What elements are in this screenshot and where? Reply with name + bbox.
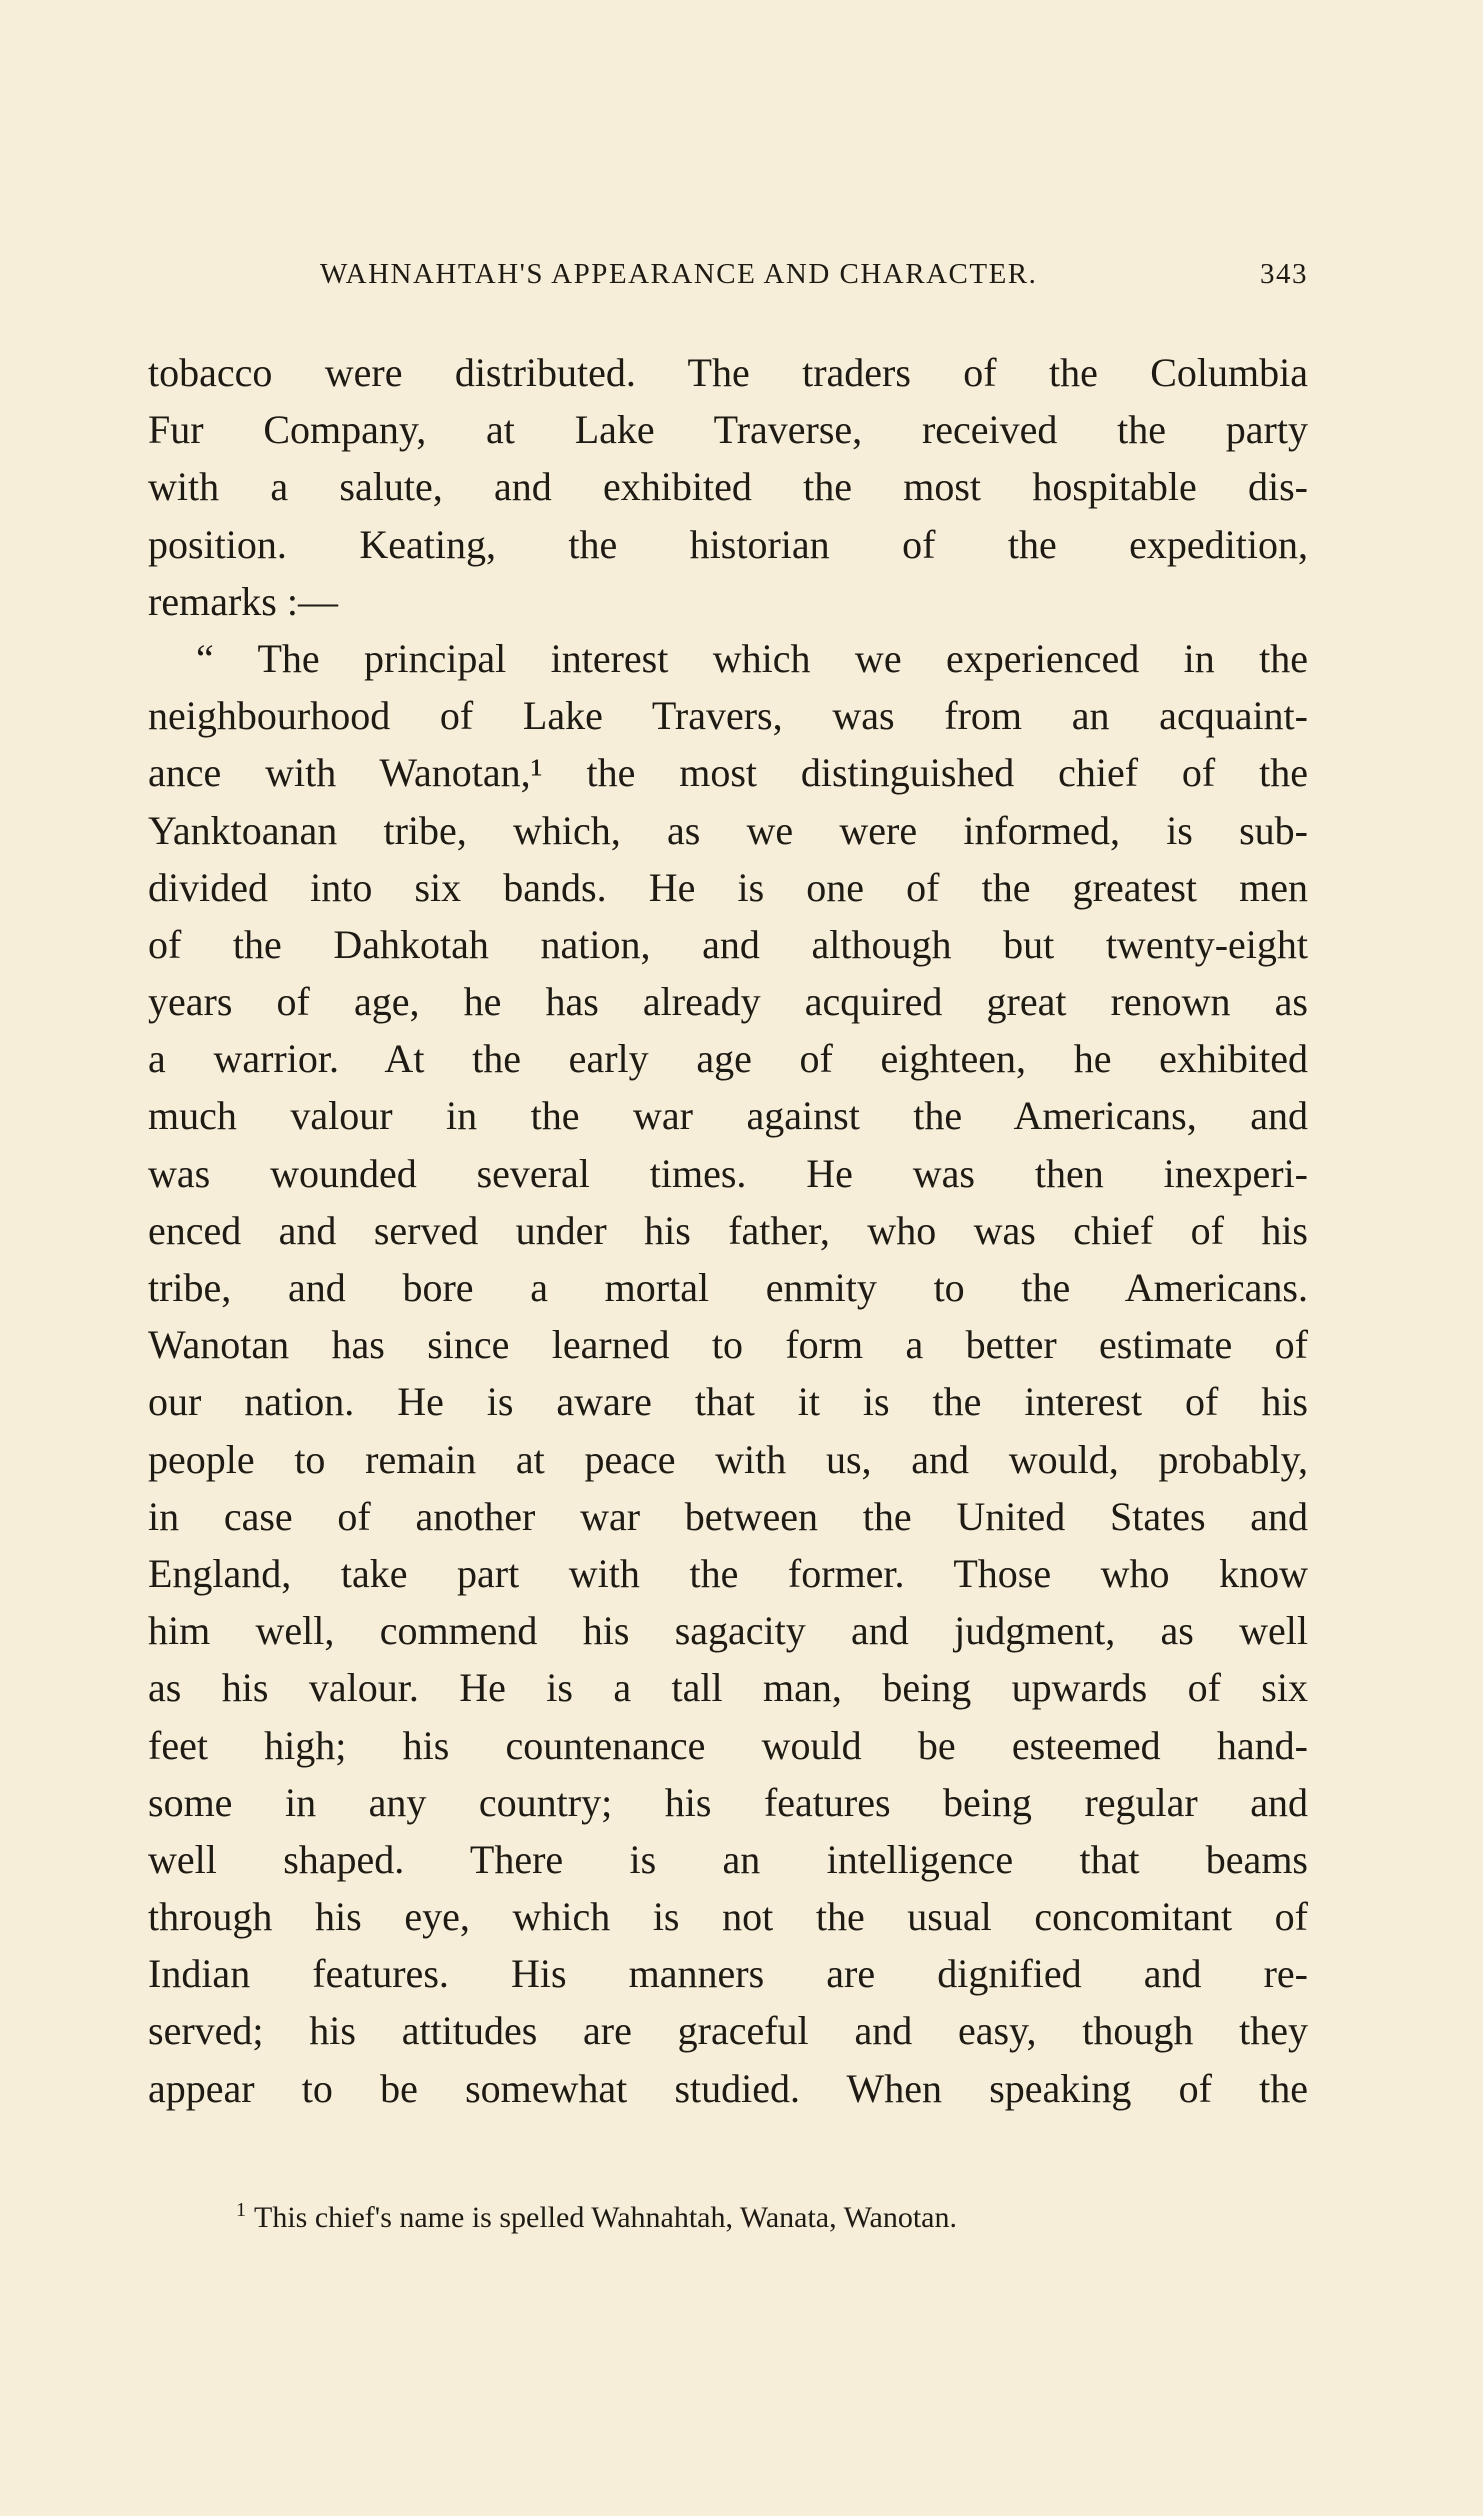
- text-line: a warrior. At the early age of eighteen, he exhibited: [148, 1036, 1308, 1082]
- text-line: through his eye, which is not the usual concomitant of: [148, 1894, 1308, 1940]
- text-line: Fur Company, at Lake Traverse, received the party: [148, 407, 1308, 453]
- running-title: WAHNAHTAH'S APPEARANCE AND CHARACTER.: [320, 258, 1038, 290]
- text-line: our nation. He is aware that it is the interest of his: [148, 1379, 1308, 1425]
- text-line: neighbourhood of Lake Travers, was from an acquaint-: [148, 693, 1308, 739]
- text-line: “ The principal interest which we experienced in the: [196, 635, 1308, 681]
- running-head: [148, 258, 1308, 298]
- body-text: [148, 344, 1308, 2117]
- text-line: well shaped. There is an intelligence that beams: [148, 1836, 1308, 1882]
- text-line: Yanktoanan tribe, which, as we were informed, is sub-: [148, 807, 1308, 853]
- page-number: 343: [1260, 258, 1308, 290]
- text-line: as his valour. He is a tall man, being upwards of six: [148, 1665, 1308, 1711]
- footnote-mark: 1: [236, 2199, 246, 2221]
- text-line: years of age, he has already acquired great renown as: [148, 979, 1308, 1025]
- text-line: tribe, and bore a mortal enmity to the Americans.: [148, 1265, 1308, 1310]
- text-line: ance with Wanotan,¹ the most distinguished chief of the: [148, 750, 1308, 796]
- footnote-text: This chief's name is spelled Wahnahtah, Wanata, Wanotan.: [254, 2201, 957, 2234]
- text-line: remarks :—: [148, 578, 338, 624]
- text-line: some in any country; his features being regular and: [148, 1779, 1308, 1825]
- text-line: much valour in the war against the Americans, and: [148, 1093, 1308, 1139]
- text-line: Wanotan has since learned to form a better estimate of: [148, 1322, 1308, 1368]
- text-line: enced and served under his father, who was chief of his: [148, 1207, 1308, 1253]
- text-line: him well, commend his sagacity and judgment, as well: [148, 1608, 1308, 1654]
- footnote: [236, 2190, 1236, 2238]
- text-line: position. Keating, the historian of the expedition,: [148, 521, 1308, 567]
- text-line: of the Dahkotah nation, and although but twenty-eight: [148, 921, 1308, 967]
- text-line: England, take part with the former. Those who know: [148, 1550, 1308, 1596]
- text-line: people to remain at peace with us, and would, probably,: [148, 1436, 1308, 1482]
- text-line: tobacco were distributed. The traders of the Columbia: [148, 350, 1308, 395]
- text-line: feet high; his countenance would be esteemed hand-: [148, 1722, 1308, 1768]
- text-line: with a salute, and exhibited the most hospitable dis-: [148, 464, 1308, 510]
- text-line: Indian features. His manners are dignified and re-: [148, 1951, 1308, 1997]
- text-line: was wounded several times. He was then inexperi-: [148, 1150, 1308, 1196]
- text-line: appear to be somewhat studied. When speaking of the: [148, 2065, 1308, 2111]
- text-line: in case of another war between the United States and: [148, 1493, 1308, 1539]
- text-line: served; his attitudes are graceful and easy, though they: [148, 2008, 1308, 2054]
- text-line: divided into six bands. He is one of the greatest men: [148, 864, 1308, 910]
